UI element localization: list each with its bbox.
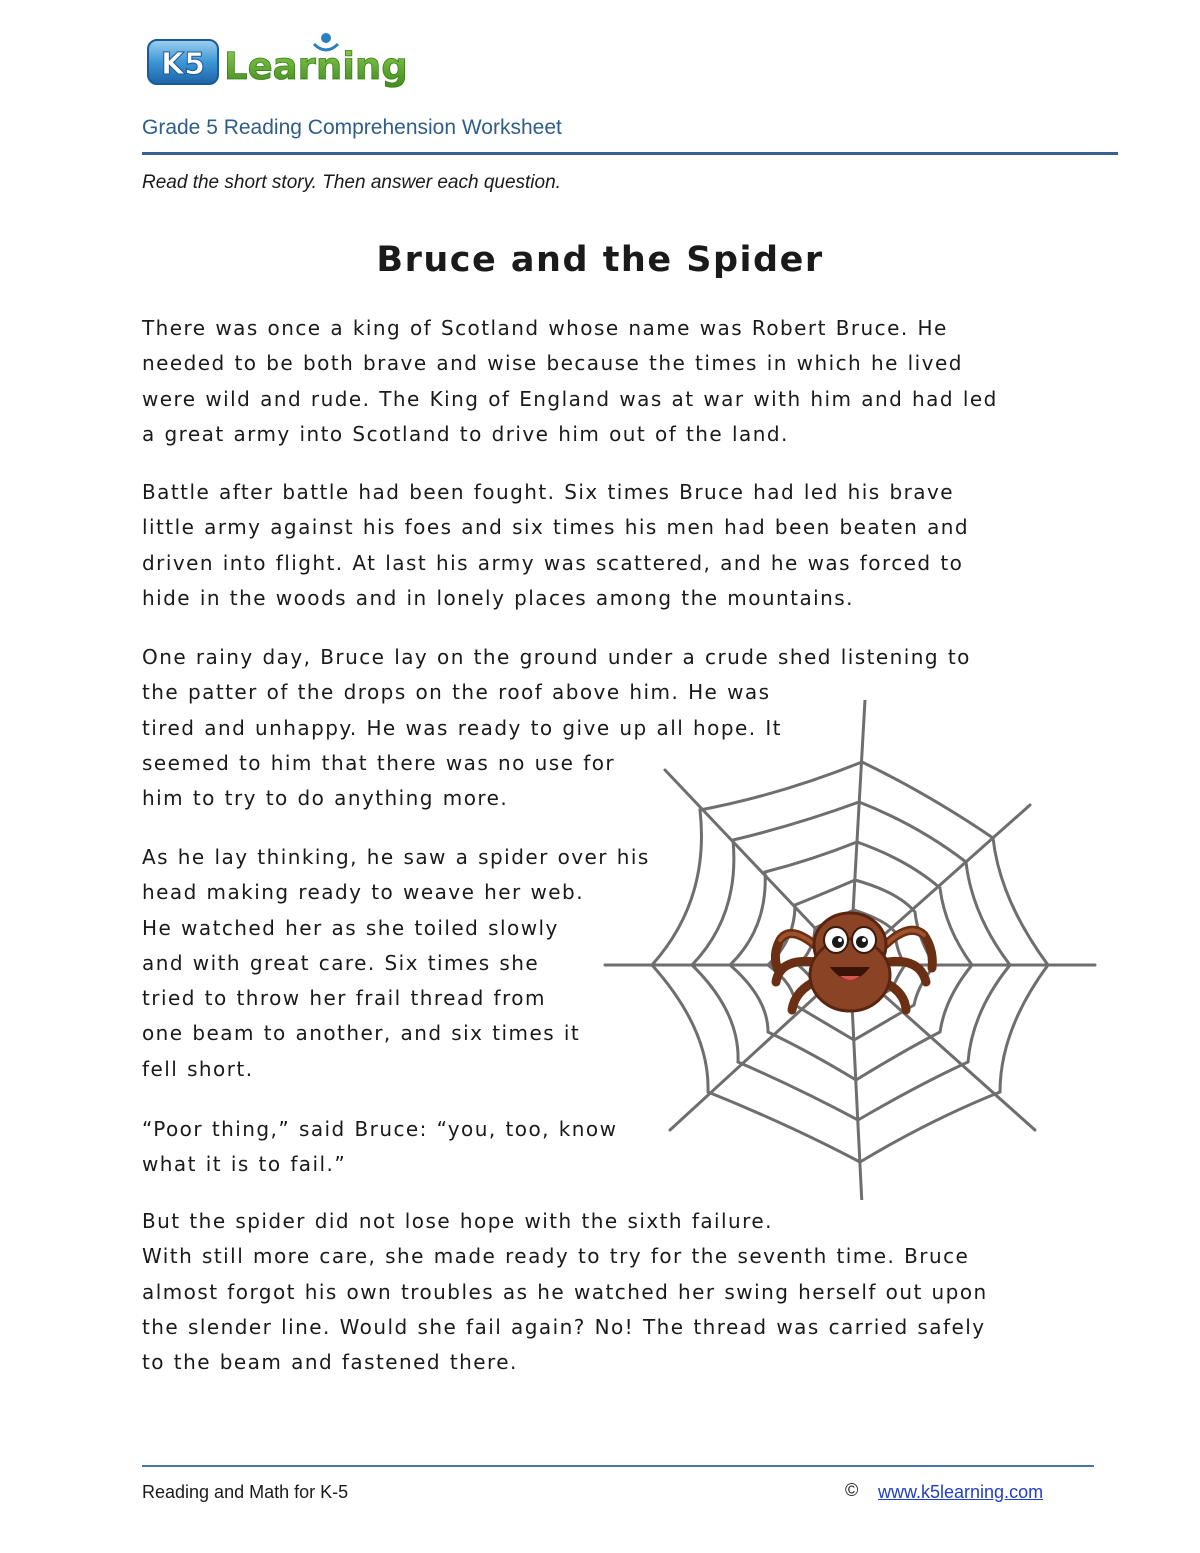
story-paragraph-5 xyxy=(142,1112,617,1183)
spider-icon xyxy=(775,913,932,1011)
story-line: fell short. xyxy=(142,1056,254,1081)
k5learning-website-link[interactable]: www.k5learning.com xyxy=(878,1482,1044,1502)
story-line: needed to be both brave and wise because the times in which he lived xyxy=(142,351,963,376)
story-line: almost forgot his own troubles as he watched her swing herself out upon xyxy=(142,1279,988,1304)
spider-web-graphic xyxy=(600,700,1100,1200)
story-line: tried to throw her frail thread from xyxy=(142,986,546,1011)
story-line: With still more care, she made ready to try for the seventh time. Bruce xyxy=(142,1244,970,1269)
story-line: As he lay thinking, he saw a spider over his xyxy=(142,845,650,869)
story-line: a great army into Scotland to drive him out of the land. xyxy=(142,421,789,446)
spider-web-illustration xyxy=(600,700,1100,1200)
logo-badge-text: K5 xyxy=(160,47,206,82)
story-line: and with great care. Six times she xyxy=(142,950,540,975)
header-divider xyxy=(142,152,1118,155)
story-line: driven into flight. At last his army was scattered, and he was forced to xyxy=(142,550,964,575)
story-line: the patter of the drops on the roof above him. He was xyxy=(142,680,771,705)
story-line: what it is to fail.” xyxy=(142,1152,347,1177)
story-line: little army against his foes and six times his men had been beaten and xyxy=(142,515,970,540)
story-line: One rainy day, Bruce lay on the ground under a crude shed listening to xyxy=(142,645,971,669)
story-line: head making ready to weave her web. xyxy=(142,880,585,905)
story-line: tired and unhappy. He was ready to give up all hope. It xyxy=(142,715,782,740)
story-paragraph-6 xyxy=(142,1204,988,1380)
story-paragraph-4 xyxy=(142,840,650,1087)
instructions-text: Read the short story. Then answer each question. xyxy=(142,172,561,193)
worksheet-subtitle: Grade 5 Reading Comprehension Worksheet xyxy=(142,116,562,139)
story-title: Bruce and the Spider xyxy=(376,240,824,280)
logo-word: Learning xyxy=(224,45,406,88)
story-line: the slender line. Would she fail again? No! The thread was carried safely xyxy=(142,1314,986,1339)
story-paragraph-2 xyxy=(142,475,969,616)
story-line: one beam to another, and six times it xyxy=(142,1021,581,1046)
story-line: He watched her as she toiled slowly xyxy=(142,915,559,940)
story-line: Battle after battle had been fought. Six times Bruce had led his brave xyxy=(142,480,955,504)
story-line: hide in the woods and in lonely places among the mountains. xyxy=(142,585,854,610)
footer-tagline: Reading and Math for K-5 xyxy=(142,1482,349,1502)
k5-learning-logo xyxy=(146,30,406,92)
story-line: But the spider did not lose hope with the sixth failure. xyxy=(142,1209,773,1233)
story-paragraph-1 xyxy=(142,311,998,452)
story-line: “Poor thing,” said Bruce: “you, too, know xyxy=(142,1117,618,1141)
story-line: were wild and rude. The King of England was at war with him and had led xyxy=(142,386,998,411)
logo-graphic xyxy=(146,30,406,92)
story-line: him to try to do anything more. xyxy=(142,786,509,811)
footer-divider xyxy=(142,1465,1094,1467)
story-line: seemed to him that there was no use for xyxy=(142,750,616,775)
copyright-symbol: © xyxy=(845,1480,859,1500)
story-line: There was once a king of Scotland whose name was Robert Bruce. He xyxy=(142,316,948,340)
story-line: to the beam and fastened there. xyxy=(142,1350,518,1375)
